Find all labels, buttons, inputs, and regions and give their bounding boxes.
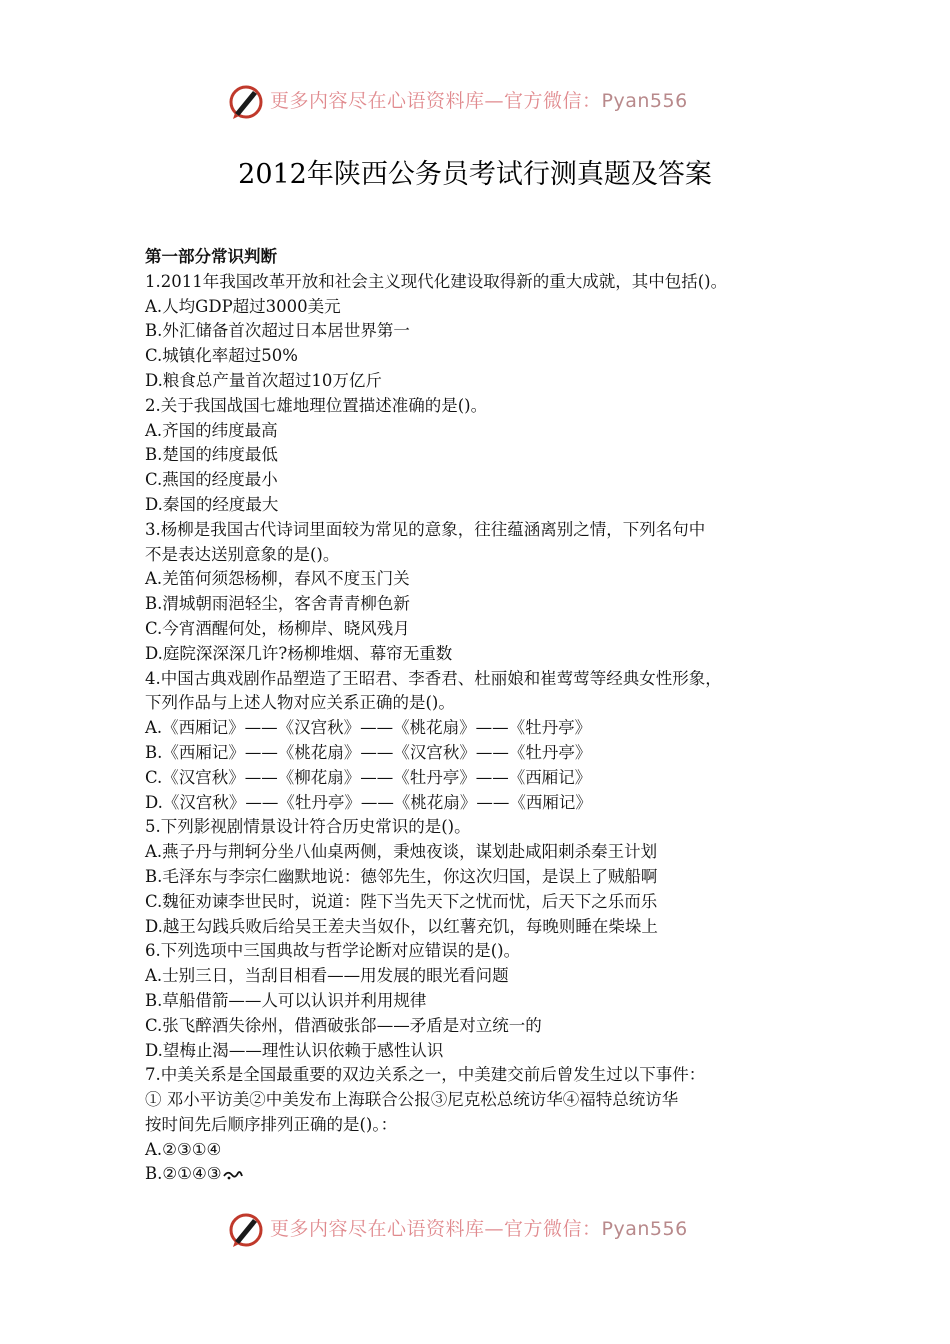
text-line: D.越王勾践兵败后给吴王差夫当奴仆，以红薯充饥，每晚则睡在柴垛上: [145, 916, 658, 936]
text-line: C.魏征劝谏李世民时，说道：陛下当先天下之忧而忧，后天下之乐而乐: [145, 891, 658, 911]
pen-logo-icon: [226, 1210, 266, 1250]
text-line: C.燕国的经度最小: [145, 470, 278, 490]
text-line: A.羌笛何须怨杨柳，春风不度玉门关: [145, 569, 410, 589]
text-line: C.张飞醉酒失徐州，借酒破张郃——矛盾是对立统一的: [145, 1015, 542, 1035]
document-body: [145, 245, 845, 1187]
page-title: 2012年陕西公务员考试行测真题及答案: [238, 159, 712, 190]
footer-banner: [0, 1208, 950, 1252]
banner-text: 更多内容尽在心语资料库—官方微信：Pyan556: [270, 90, 688, 112]
section-heading: 第一部分常识判断: [145, 247, 277, 266]
text-line: A.士别三日，当刮目相看——用发展的眼光看问题: [145, 966, 509, 986]
text-line: D.秦国的经度最大: [145, 494, 279, 514]
text-line: A.《西厢记》——《汉宫秋》——《桃花扇》——《牡丹亭》: [145, 718, 592, 738]
text-line: 6.下列选项中三国典故与哲学论断对应错误的是()。: [145, 941, 521, 961]
text-line: A.齐国的纬度最高: [145, 420, 278, 440]
text-line: A.②③①④: [145, 1139, 222, 1159]
text-line: B.外汇储备首次超过日本居世界第一: [145, 321, 410, 341]
text-line: 不是表达送别意象的是()。: [145, 544, 340, 564]
text-line: B.毛泽东与李宗仁幽默地说：德邻先生，你这次归国，是误上了贼船啊: [145, 866, 658, 886]
text-line: A.燕子丹与荆轲分坐八仙桌两侧，秉烛夜谈，谋划赴咸阳刺杀秦王计划: [145, 842, 658, 862]
text-line: ① 邓小平访美②中美发布上海联合公报③尼克松总统访华④福特总统访华: [145, 1090, 679, 1110]
text-line: 5.下列影视剧情景设计符合历史常识的是()。: [145, 817, 471, 837]
text-line: D.粮食总产量首次超过10万亿斤: [145, 370, 382, 390]
text-line: 2.关于我国战国七雄地理位置描述准确的是()。: [145, 395, 488, 415]
text-line: 4.中国古典戏剧作品塑造了王昭君、李香君、杜丽娘和崔莺莺等经典女性形象，: [145, 668, 722, 688]
text-line: C.城镇化率超过50%: [145, 346, 298, 366]
text-line: 下列作品与上述人物对应关系正确的是()。: [145, 693, 455, 713]
text-line: 7.中美关系是全国最重要的双边关系之一，中美建交前后曾发生过以下事件：: [145, 1065, 706, 1085]
pen-logo-icon: [226, 82, 266, 122]
text-line: B.楚国的纬度最低: [145, 445, 278, 465]
text-line: B.草船借箭——人可以认识并利用规律: [145, 990, 427, 1010]
text-line: 按时间先后顺序排列正确的是()。：: [145, 1114, 398, 1134]
text-line: B.渭城朝雨浥轻尘，客舍青青柳色新: [145, 594, 410, 614]
text-line: 1.2011年我国改革开放和社会主义现代化建设取得新的重大成就，其中包括()。: [145, 271, 728, 291]
scribble-mark-icon: [222, 1168, 244, 1182]
banner-text: 更多内容尽在心语资料库—官方微信：Pyan556: [270, 1218, 688, 1240]
text-line: D.望梅止渴——理性认识依赖于感性认识: [145, 1040, 444, 1060]
text-line-last: B.②①④③: [145, 1162, 845, 1187]
text-line: D.《汉宫秋》——《牡丹亭》——《桃花扇》——《西厢记》: [145, 792, 592, 812]
text-line: B.《西厢记》——《桃花扇》——《汉宫秋》——《牡丹亭》: [145, 742, 592, 762]
text-line: C.《汉宫秋》——《柳花扇》——《牡丹亭》——《西厢记》: [145, 767, 592, 787]
text-line: D.庭院深深深几许?杨柳堆烟、幕帘无重数: [145, 643, 453, 663]
text-line: C.今宵酒醒何处，杨柳岸、晓风残月: [145, 618, 410, 638]
text-line: 3.杨柳是我国古代诗词里面较为常见的意象，往往蕴涵离别之情，下列名句中: [145, 519, 706, 539]
header-banner: [0, 80, 950, 124]
text-line: A.人均GDP超过3000美元: [145, 296, 341, 316]
